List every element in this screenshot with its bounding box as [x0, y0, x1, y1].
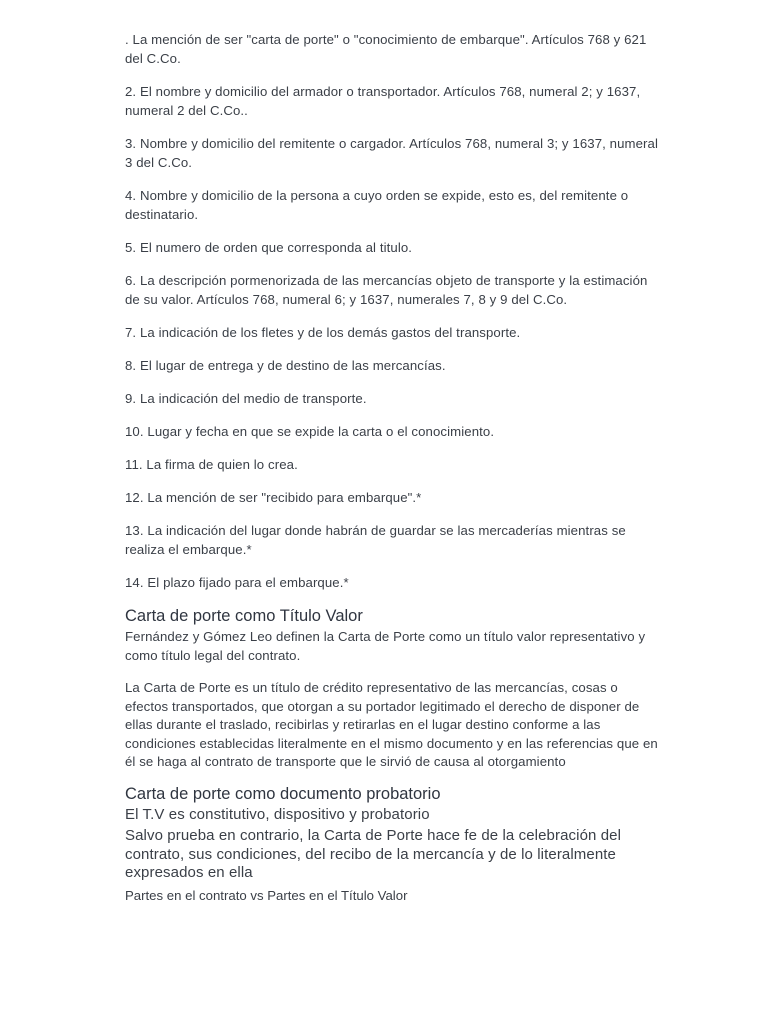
list-item: 13. La indicación del lugar donde habrán de guardar se las mercaderías mientras se realiza el embarque.*	[125, 523, 626, 557]
paragraph: Partes en el contrato vs Partes en el Título Valor	[125, 887, 408, 903]
list-item: 5. El numero de orden que corresponda al titulo.	[125, 240, 413, 255]
list-item: 4. Nombre y domicilio de la persona a cuyo orden se expide, esto es, del remitente o destinatario.	[125, 188, 629, 222]
list-item: 6. La descripción pormenorizada de las mercancías objeto de transporte y la estimación de su valor. Artículos 768, numeral 6; y 1637, numerales 7, 8 y 9 del C.Co.	[125, 273, 648, 307]
list-item: 12. La mención de ser "recibido para embarque".*	[125, 490, 422, 505]
list-item: 10. Lugar y fecha en que se expide la carta o el conocimiento.	[125, 424, 495, 439]
paragraph: La Carta de Porte es un título de crédito representativo de las mercancías, cosas o efectos transportados, que otorgan a su portador legitimado el derecho de disponer de ellas durante el traslado, recibirlas y retirarlas en el lugar destino conforme a las condiciones establecidas literalmente en el mismo documento y en las referencias que en él se haga al contrato de transporte que le sirvió de causa al otorgamiento	[125, 680, 658, 769]
section-heading-documento-probatorio: Carta de porte como documento probatorio	[125, 784, 441, 803]
list-item: 2. El nombre y domicilio del armador o transportador. Artículos 768, numeral 2; y 1637, numeral 2 del C.Co..	[125, 84, 641, 118]
list-item: . La mención de ser "carta de porte" o "conocimiento de embarque". Artículos 768 y 621 del C.Co.	[125, 32, 647, 66]
paragraph: Salvo prueba en contrario, la Carta de Porte hace fe de la celebración del contrato, sus condiciones, del recibo de la mercancía y de lo literalmente expresados en ella	[125, 827, 622, 881]
requirements-list	[125, 30, 658, 592]
list-item: 14. El plazo fijado para el embarque.*	[125, 575, 349, 590]
list-item: 11. La firma de quien lo crea.	[125, 457, 298, 472]
list-item: 8. El lugar de entrega y de destino de las mercancías.	[125, 358, 446, 373]
paragraph: El T.V es constitutivo, dispositivo y probatorio	[125, 805, 430, 823]
paragraph: Fernández y Gómez Leo definen la Carta de Porte como un título valor representativo y como título legal del contrato.	[125, 629, 646, 663]
section-heading-titulo-valor: Carta de porte como Título Valor	[125, 607, 363, 625]
list-item: 3. Nombre y domicilio del remitente o cargador. Artículos 768, numeral 3; y 1637, numeral 3 del C.Co.	[125, 136, 658, 170]
list-item: 7. La indicación de los fletes y de los demás gastos del transporte.	[125, 325, 521, 340]
list-item: 9. La indicación del medio de transporte.	[125, 391, 367, 406]
